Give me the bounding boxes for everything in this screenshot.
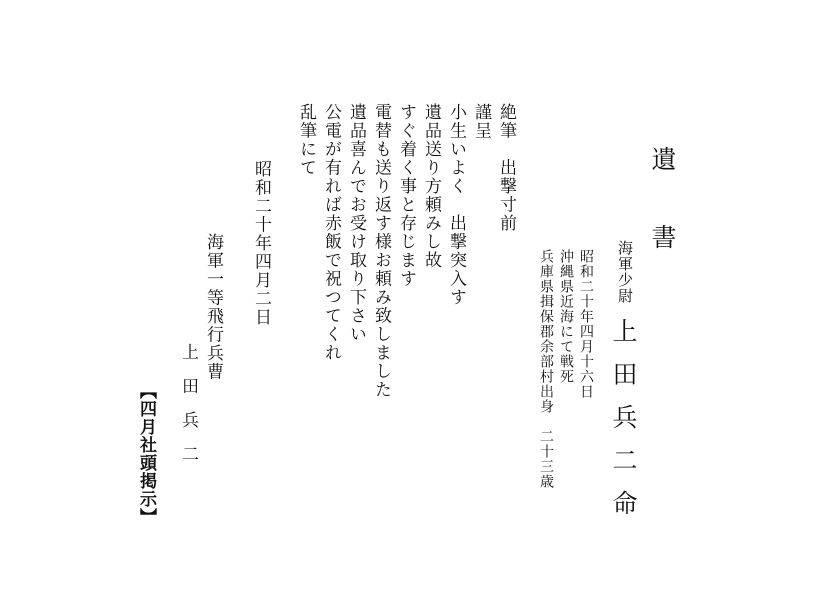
deceased-name: 上田兵二命: [609, 318, 638, 533]
letter-line-1: 絶筆 出撃寸前: [496, 103, 516, 233]
death-place: 沖縄県近海にて戦死: [558, 249, 574, 384]
letter-line-8: 公電が有れば赤飯で祝つてくれ: [321, 103, 341, 362]
letter-date: 昭和二十年四月二日: [251, 160, 271, 327]
title-char-2: 書: [648, 224, 677, 249]
death-date: 昭和二十年四月十六日: [578, 249, 594, 399]
letter-line-3: 小生いよく 出撃突入す: [446, 103, 466, 307]
origin-and-age: 兵庫県揖保郡余部村出身 二十三歳: [538, 249, 554, 489]
letter-line-2: 謹呈: [471, 103, 491, 140]
signature-rank: 海軍一等飛行兵曹: [203, 233, 223, 381]
letter-line-5: すぐ着く事と存じます: [396, 103, 416, 288]
letter-line-9: 乱筆にて: [296, 103, 316, 177]
notice-tag: 【四月社頭掲示】: [136, 382, 156, 526]
deceased-rank: 海軍少尉: [616, 240, 634, 304]
letter-line-6: 電替も送り返す様お頼み致しました: [371, 103, 391, 399]
letter-line-4: 遺品送り方頼みし故: [421, 103, 441, 270]
letter-line-7: 遺品喜んでお受け取り下さい: [346, 103, 366, 344]
signature-name: 上田兵二: [178, 343, 198, 479]
title-char-1: 遺: [648, 146, 677, 171]
